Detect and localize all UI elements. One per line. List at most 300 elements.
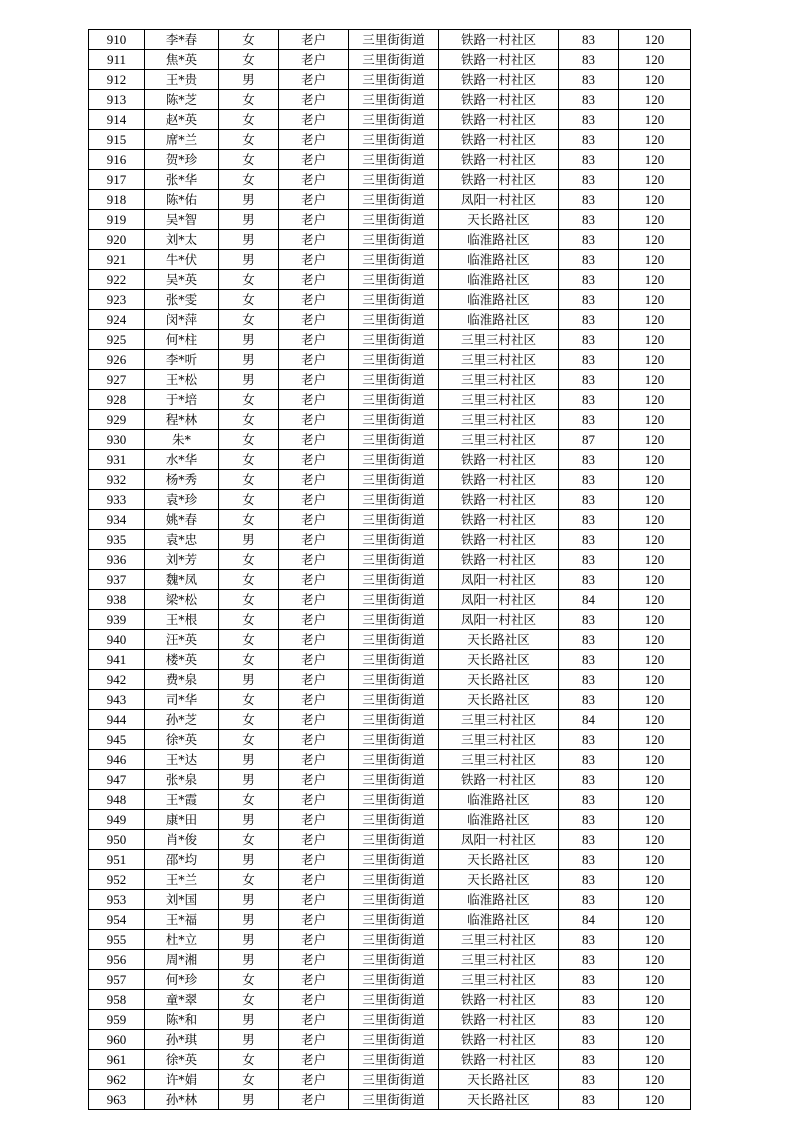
community-cell: 铁路一村社区 xyxy=(439,90,559,110)
amount-cell: 120 xyxy=(619,550,691,570)
street-cell: 三里街街道 xyxy=(349,550,439,570)
street-cell: 三里街街道 xyxy=(349,690,439,710)
row-number-cell: 922 xyxy=(89,270,145,290)
community-cell: 铁路一村社区 xyxy=(439,1050,559,1070)
household-type-cell: 老户 xyxy=(279,1090,349,1110)
community-cell: 天长路社区 xyxy=(439,870,559,890)
score-cell: 83 xyxy=(559,90,619,110)
gender-cell: 女 xyxy=(219,1070,279,1090)
name-cell: 孙*林 xyxy=(145,1090,219,1110)
community-cell: 三里三村社区 xyxy=(439,390,559,410)
row-number-cell: 929 xyxy=(89,410,145,430)
community-cell: 天长路社区 xyxy=(439,1090,559,1110)
name-cell: 张*雯 xyxy=(145,290,219,310)
gender-cell: 女 xyxy=(219,270,279,290)
table-row xyxy=(89,230,691,250)
table-row xyxy=(89,610,691,630)
household-type-cell: 老户 xyxy=(279,690,349,710)
name-cell: 王*贵 xyxy=(145,70,219,90)
amount-cell: 120 xyxy=(619,750,691,770)
row-number-cell: 925 xyxy=(89,330,145,350)
community-cell: 天长路社区 xyxy=(439,630,559,650)
row-number-cell: 952 xyxy=(89,870,145,890)
row-number-cell: 941 xyxy=(89,650,145,670)
household-type-cell: 老户 xyxy=(279,910,349,930)
street-cell: 三里街街道 xyxy=(349,1070,439,1090)
gender-cell: 男 xyxy=(219,1090,279,1110)
row-number-cell: 954 xyxy=(89,910,145,930)
score-cell: 84 xyxy=(559,710,619,730)
household-type-cell: 老户 xyxy=(279,650,349,670)
amount-cell: 120 xyxy=(619,270,691,290)
amount-cell: 120 xyxy=(619,950,691,970)
gender-cell: 女 xyxy=(219,970,279,990)
amount-cell: 120 xyxy=(619,890,691,910)
table-row xyxy=(89,310,691,330)
household-type-cell: 老户 xyxy=(279,70,349,90)
name-cell: 水*华 xyxy=(145,450,219,470)
amount-cell: 120 xyxy=(619,250,691,270)
amount-cell: 120 xyxy=(619,690,691,710)
household-type-cell: 老户 xyxy=(279,450,349,470)
street-cell: 三里街街道 xyxy=(349,450,439,470)
household-type-cell: 老户 xyxy=(279,1030,349,1050)
household-type-cell: 老户 xyxy=(279,310,349,330)
amount-cell: 120 xyxy=(619,970,691,990)
street-cell: 三里街街道 xyxy=(349,810,439,830)
household-type-cell: 老户 xyxy=(279,830,349,850)
amount-cell: 120 xyxy=(619,70,691,90)
records-table xyxy=(88,29,691,1110)
community-cell: 铁路一村社区 xyxy=(439,490,559,510)
name-cell: 陈*佑 xyxy=(145,190,219,210)
row-number-cell: 942 xyxy=(89,670,145,690)
score-cell: 83 xyxy=(559,530,619,550)
community-cell: 铁路一村社区 xyxy=(439,450,559,470)
household-type-cell: 老户 xyxy=(279,890,349,910)
street-cell: 三里街街道 xyxy=(349,170,439,190)
household-type-cell: 老户 xyxy=(279,1010,349,1030)
row-number-cell: 921 xyxy=(89,250,145,270)
table-row xyxy=(89,350,691,370)
household-type-cell: 老户 xyxy=(279,1070,349,1090)
name-cell: 袁*忠 xyxy=(145,530,219,550)
amount-cell: 120 xyxy=(619,730,691,750)
amount-cell: 120 xyxy=(619,330,691,350)
household-type-cell: 老户 xyxy=(279,170,349,190)
table-row xyxy=(89,850,691,870)
score-cell: 83 xyxy=(559,310,619,330)
name-cell: 肖*俊 xyxy=(145,830,219,850)
community-cell: 凤阳一村社区 xyxy=(439,570,559,590)
row-number-cell: 944 xyxy=(89,710,145,730)
community-cell: 临淮路社区 xyxy=(439,270,559,290)
name-cell: 孙*琪 xyxy=(145,1030,219,1050)
document-page xyxy=(88,29,690,1110)
gender-cell: 女 xyxy=(219,1050,279,1070)
street-cell: 三里街街道 xyxy=(349,1030,439,1050)
street-cell: 三里街街道 xyxy=(349,650,439,670)
name-cell: 朱* xyxy=(145,430,219,450)
table-row xyxy=(89,510,691,530)
community-cell: 天长路社区 xyxy=(439,650,559,670)
street-cell: 三里街街道 xyxy=(349,230,439,250)
gender-cell: 男 xyxy=(219,70,279,90)
row-number-cell: 919 xyxy=(89,210,145,230)
table-row xyxy=(89,570,691,590)
name-cell: 吴*智 xyxy=(145,210,219,230)
name-cell: 汪*英 xyxy=(145,630,219,650)
household-type-cell: 老户 xyxy=(279,1050,349,1070)
household-type-cell: 老户 xyxy=(279,410,349,430)
name-cell: 孙*芝 xyxy=(145,710,219,730)
row-number-cell: 940 xyxy=(89,630,145,650)
table-row xyxy=(89,450,691,470)
gender-cell: 男 xyxy=(219,770,279,790)
score-cell: 83 xyxy=(559,810,619,830)
gender-cell: 男 xyxy=(219,250,279,270)
row-number-cell: 920 xyxy=(89,230,145,250)
row-number-cell: 912 xyxy=(89,70,145,90)
name-cell: 吴*英 xyxy=(145,270,219,290)
table-row xyxy=(89,750,691,770)
row-number-cell: 959 xyxy=(89,1010,145,1030)
household-type-cell: 老户 xyxy=(279,790,349,810)
score-cell: 83 xyxy=(559,270,619,290)
street-cell: 三里街街道 xyxy=(349,710,439,730)
name-cell: 何*柱 xyxy=(145,330,219,350)
name-cell: 王*霞 xyxy=(145,790,219,810)
gender-cell: 女 xyxy=(219,310,279,330)
street-cell: 三里街街道 xyxy=(349,950,439,970)
household-type-cell: 老户 xyxy=(279,150,349,170)
name-cell: 徐*英 xyxy=(145,730,219,750)
amount-cell: 120 xyxy=(619,630,691,650)
street-cell: 三里街街道 xyxy=(349,990,439,1010)
table-row xyxy=(89,990,691,1010)
gender-cell: 女 xyxy=(219,730,279,750)
community-cell: 凤阳一村社区 xyxy=(439,610,559,630)
name-cell: 王*达 xyxy=(145,750,219,770)
amount-cell: 120 xyxy=(619,30,691,50)
table-row xyxy=(89,970,691,990)
table-row xyxy=(89,1070,691,1090)
name-cell: 牛*伏 xyxy=(145,250,219,270)
table-row xyxy=(89,790,691,810)
name-cell: 程*林 xyxy=(145,410,219,430)
score-cell: 83 xyxy=(559,950,619,970)
table-row xyxy=(89,470,691,490)
amount-cell: 120 xyxy=(619,470,691,490)
gender-cell: 男 xyxy=(219,190,279,210)
row-number-cell: 911 xyxy=(89,50,145,70)
row-number-cell: 943 xyxy=(89,690,145,710)
community-cell: 铁路一村社区 xyxy=(439,530,559,550)
gender-cell: 女 xyxy=(219,610,279,630)
amount-cell: 120 xyxy=(619,810,691,830)
community-cell: 凤阳一村社区 xyxy=(439,190,559,210)
household-type-cell: 老户 xyxy=(279,770,349,790)
table-row xyxy=(89,590,691,610)
score-cell: 83 xyxy=(559,130,619,150)
table-row xyxy=(89,650,691,670)
community-cell: 临淮路社区 xyxy=(439,230,559,250)
score-cell: 84 xyxy=(559,910,619,930)
community-cell: 凤阳一村社区 xyxy=(439,590,559,610)
name-cell: 康*田 xyxy=(145,810,219,830)
name-cell: 袁*珍 xyxy=(145,490,219,510)
community-cell: 凤阳一村社区 xyxy=(439,830,559,850)
gender-cell: 女 xyxy=(219,430,279,450)
row-number-cell: 934 xyxy=(89,510,145,530)
gender-cell: 女 xyxy=(219,790,279,810)
street-cell: 三里街街道 xyxy=(349,1090,439,1110)
table-row xyxy=(89,170,691,190)
gender-cell: 男 xyxy=(219,230,279,250)
community-cell: 铁路一村社区 xyxy=(439,770,559,790)
community-cell: 铁路一村社区 xyxy=(439,1030,559,1050)
gender-cell: 女 xyxy=(219,470,279,490)
gender-cell: 女 xyxy=(219,30,279,50)
community-cell: 三里三村社区 xyxy=(439,950,559,970)
row-number-cell: 936 xyxy=(89,550,145,570)
gender-cell: 女 xyxy=(219,290,279,310)
household-type-cell: 老户 xyxy=(279,90,349,110)
table-row xyxy=(89,830,691,850)
household-type-cell: 老户 xyxy=(279,490,349,510)
community-cell: 铁路一村社区 xyxy=(439,990,559,1010)
table-row xyxy=(89,490,691,510)
name-cell: 张*华 xyxy=(145,170,219,190)
gender-cell: 女 xyxy=(219,90,279,110)
score-cell: 83 xyxy=(559,610,619,630)
community-cell: 铁路一村社区 xyxy=(439,170,559,190)
street-cell: 三里街街道 xyxy=(349,50,439,70)
score-cell: 83 xyxy=(559,250,619,270)
score-cell: 83 xyxy=(559,410,619,430)
household-type-cell: 老户 xyxy=(279,990,349,1010)
community-cell: 三里三村社区 xyxy=(439,410,559,430)
gender-cell: 女 xyxy=(219,650,279,670)
community-cell: 三里三村社区 xyxy=(439,370,559,390)
community-cell: 临淮路社区 xyxy=(439,910,559,930)
row-number-cell: 938 xyxy=(89,590,145,610)
name-cell: 焦*英 xyxy=(145,50,219,70)
gender-cell: 男 xyxy=(219,330,279,350)
community-cell: 铁路一村社区 xyxy=(439,510,559,530)
score-cell: 83 xyxy=(559,450,619,470)
amount-cell: 120 xyxy=(619,130,691,150)
name-cell: 杜*立 xyxy=(145,930,219,950)
score-cell: 83 xyxy=(559,970,619,990)
name-cell: 司*华 xyxy=(145,690,219,710)
gender-cell: 男 xyxy=(219,210,279,230)
amount-cell: 120 xyxy=(619,570,691,590)
street-cell: 三里街街道 xyxy=(349,150,439,170)
community-cell: 三里三村社区 xyxy=(439,430,559,450)
street-cell: 三里街街道 xyxy=(349,910,439,930)
amount-cell: 120 xyxy=(619,930,691,950)
score-cell: 83 xyxy=(559,670,619,690)
street-cell: 三里街街道 xyxy=(349,310,439,330)
row-number-cell: 930 xyxy=(89,430,145,450)
amount-cell: 120 xyxy=(619,290,691,310)
score-cell: 83 xyxy=(559,190,619,210)
score-cell: 83 xyxy=(559,330,619,350)
gender-cell: 女 xyxy=(219,690,279,710)
street-cell: 三里街街道 xyxy=(349,670,439,690)
name-cell: 王*福 xyxy=(145,910,219,930)
score-cell: 83 xyxy=(559,150,619,170)
table-row xyxy=(89,710,691,730)
household-type-cell: 老户 xyxy=(279,610,349,630)
row-number-cell: 958 xyxy=(89,990,145,1010)
score-cell: 83 xyxy=(559,730,619,750)
row-number-cell: 910 xyxy=(89,30,145,50)
community-cell: 临淮路社区 xyxy=(439,810,559,830)
amount-cell: 120 xyxy=(619,530,691,550)
gender-cell: 男 xyxy=(219,890,279,910)
amount-cell: 120 xyxy=(619,510,691,530)
street-cell: 三里街街道 xyxy=(349,110,439,130)
street-cell: 三里街街道 xyxy=(349,790,439,810)
street-cell: 三里街街道 xyxy=(349,730,439,750)
street-cell: 三里街街道 xyxy=(349,510,439,530)
score-cell: 83 xyxy=(559,1090,619,1110)
score-cell: 83 xyxy=(559,110,619,130)
amount-cell: 120 xyxy=(619,410,691,430)
row-number-cell: 957 xyxy=(89,970,145,990)
score-cell: 83 xyxy=(559,550,619,570)
table-row xyxy=(89,270,691,290)
score-cell: 83 xyxy=(559,570,619,590)
name-cell: 李*春 xyxy=(145,30,219,50)
row-number-cell: 963 xyxy=(89,1090,145,1110)
amount-cell: 120 xyxy=(619,310,691,330)
amount-cell: 120 xyxy=(619,1030,691,1050)
household-type-cell: 老户 xyxy=(279,510,349,530)
amount-cell: 120 xyxy=(619,590,691,610)
name-cell: 杨*秀 xyxy=(145,470,219,490)
row-number-cell: 956 xyxy=(89,950,145,970)
amount-cell: 120 xyxy=(619,610,691,630)
amount-cell: 120 xyxy=(619,190,691,210)
amount-cell: 120 xyxy=(619,210,691,230)
gender-cell: 男 xyxy=(219,750,279,770)
household-type-cell: 老户 xyxy=(279,590,349,610)
household-type-cell: 老户 xyxy=(279,550,349,570)
community-cell: 铁路一村社区 xyxy=(439,470,559,490)
household-type-cell: 老户 xyxy=(279,750,349,770)
table-row xyxy=(89,930,691,950)
table-row xyxy=(89,430,691,450)
table-row xyxy=(89,690,691,710)
gender-cell: 女 xyxy=(219,130,279,150)
table-row xyxy=(89,870,691,890)
row-number-cell: 924 xyxy=(89,310,145,330)
table-row xyxy=(89,150,691,170)
gender-cell: 男 xyxy=(219,850,279,870)
row-number-cell: 926 xyxy=(89,350,145,370)
street-cell: 三里街街道 xyxy=(349,90,439,110)
gender-cell: 男 xyxy=(219,1010,279,1030)
table-row xyxy=(89,130,691,150)
gender-cell: 女 xyxy=(219,570,279,590)
row-number-cell: 927 xyxy=(89,370,145,390)
community-cell: 天长路社区 xyxy=(439,690,559,710)
household-type-cell: 老户 xyxy=(279,110,349,130)
score-cell: 83 xyxy=(559,870,619,890)
table-row xyxy=(89,950,691,970)
amount-cell: 120 xyxy=(619,170,691,190)
row-number-cell: 918 xyxy=(89,190,145,210)
amount-cell: 120 xyxy=(619,910,691,930)
row-number-cell: 961 xyxy=(89,1050,145,1070)
row-number-cell: 928 xyxy=(89,390,145,410)
table-row xyxy=(89,210,691,230)
street-cell: 三里街街道 xyxy=(349,630,439,650)
amount-cell: 120 xyxy=(619,850,691,870)
community-cell: 铁路一村社区 xyxy=(439,550,559,570)
household-type-cell: 老户 xyxy=(279,210,349,230)
row-number-cell: 939 xyxy=(89,610,145,630)
gender-cell: 男 xyxy=(219,530,279,550)
score-cell: 83 xyxy=(559,990,619,1010)
community-cell: 天长路社区 xyxy=(439,210,559,230)
street-cell: 三里街街道 xyxy=(349,1010,439,1030)
row-number-cell: 955 xyxy=(89,930,145,950)
street-cell: 三里街街道 xyxy=(349,290,439,310)
amount-cell: 120 xyxy=(619,430,691,450)
household-type-cell: 老户 xyxy=(279,470,349,490)
amount-cell: 120 xyxy=(619,870,691,890)
table-row xyxy=(89,530,691,550)
row-number-cell: 915 xyxy=(89,130,145,150)
gender-cell: 女 xyxy=(219,550,279,570)
street-cell: 三里街街道 xyxy=(349,210,439,230)
street-cell: 三里街街道 xyxy=(349,250,439,270)
amount-cell: 120 xyxy=(619,1090,691,1110)
amount-cell: 120 xyxy=(619,1010,691,1030)
row-number-cell: 913 xyxy=(89,90,145,110)
street-cell: 三里街街道 xyxy=(349,130,439,150)
amount-cell: 120 xyxy=(619,150,691,170)
row-number-cell: 923 xyxy=(89,290,145,310)
street-cell: 三里街街道 xyxy=(349,190,439,210)
score-cell: 83 xyxy=(559,630,619,650)
score-cell: 83 xyxy=(559,770,619,790)
name-cell: 刘*国 xyxy=(145,890,219,910)
score-cell: 83 xyxy=(559,890,619,910)
name-cell: 王*根 xyxy=(145,610,219,630)
name-cell: 邵*均 xyxy=(145,850,219,870)
name-cell: 李*听 xyxy=(145,350,219,370)
row-number-cell: 949 xyxy=(89,810,145,830)
gender-cell: 女 xyxy=(219,110,279,130)
gender-cell: 男 xyxy=(219,950,279,970)
table-row xyxy=(89,250,691,270)
community-cell: 天长路社区 xyxy=(439,850,559,870)
row-number-cell: 948 xyxy=(89,790,145,810)
household-type-cell: 老户 xyxy=(279,330,349,350)
table-row xyxy=(89,330,691,350)
table-row xyxy=(89,1030,691,1050)
amount-cell: 120 xyxy=(619,370,691,390)
name-cell: 张*泉 xyxy=(145,770,219,790)
score-cell: 83 xyxy=(559,1050,619,1070)
score-cell: 83 xyxy=(559,750,619,770)
score-cell: 83 xyxy=(559,650,619,670)
